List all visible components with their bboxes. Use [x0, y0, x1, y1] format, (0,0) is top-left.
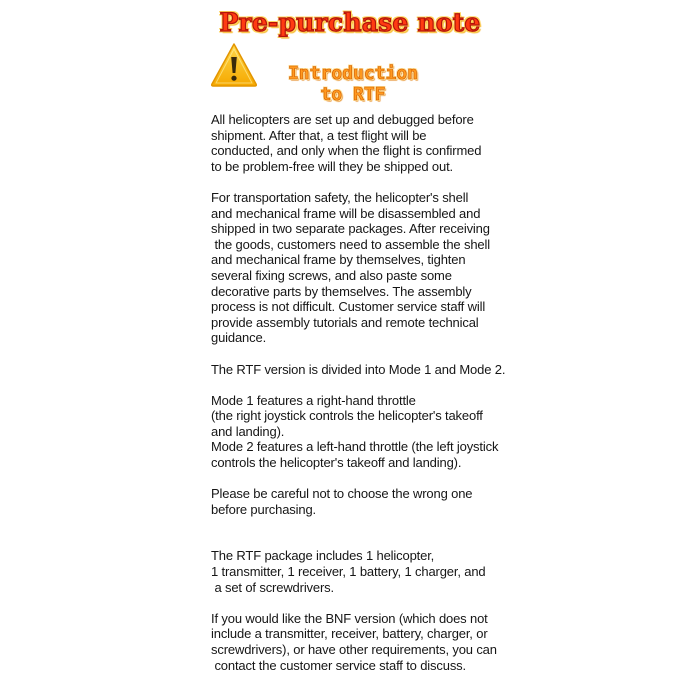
text-line: contact the customer service staff to discuss. — [211, 657, 466, 673]
text-line: before purchasing. — [211, 501, 316, 517]
text-line: conducted, and only when the flight is confirmed — [211, 143, 482, 159]
text-line: and landing). — [211, 423, 285, 439]
text-line: Mode 1 features a right-hand throttle — [211, 392, 416, 408]
page-title: Pre-purchase note — [219, 8, 481, 37]
text-line: guidance. — [211, 330, 267, 346]
text-line: All helicopters are set up and debugged before — [211, 112, 474, 127]
text-line: provide assembly tutorials and remote technical — [211, 314, 479, 330]
section-heading — [268, 63, 438, 105]
paragraph-transport-safety — [211, 190, 511, 346]
text-line: process is not difficult. Customer service staff will — [211, 299, 486, 315]
text-line: decorative parts by themselves. The assembly — [211, 283, 472, 299]
paragraph-caution — [211, 486, 511, 517]
text-line: If you would like the BNF version (which does not — [211, 610, 488, 626]
text-line: 1 transmitter, 1 receiver, 1 battery, 1 charger, and — [211, 564, 486, 580]
warning-triangle-icon — [209, 40, 259, 90]
section-heading-line-1: Introduction — [287, 63, 419, 84]
text-line: For transportation safety, the helicopter's shell — [211, 189, 469, 205]
text-line: Mode 2 features a left-hand throttle (the left joystick — [211, 439, 499, 455]
paragraph-rtf-modes — [211, 362, 511, 378]
text-line: to be problem-free will they be shipped out. — [211, 158, 453, 174]
paragraph-package-contents — [211, 548, 511, 595]
text-line: and mechanical frame will be disassembled and — [211, 205, 481, 221]
text-line: a set of screwdrivers. — [211, 579, 334, 595]
body-text — [211, 112, 511, 673]
paragraph-test-flight — [211, 112, 511, 174]
paragraph-mode-details — [211, 393, 511, 471]
text-line: shipped in two separate packages. After receiving — [211, 221, 490, 237]
text-line: the goods, customers need to assemble the shell — [211, 236, 490, 252]
paragraph-bnf-version — [211, 611, 511, 673]
text-line: The RTF package includes 1 helicopter, — [211, 548, 435, 564]
text-line: several fixing screws, and also paste some — [211, 267, 452, 283]
text-line: screwdrivers), or have other requirements, you can — [211, 642, 497, 657]
section-heading-line-2: to RTF — [320, 84, 386, 105]
text-line: include a transmitter, receiver, battery, charger, or — [211, 626, 488, 642]
text-line: Please be careful not to choose the wrong one — [211, 486, 473, 502]
text-line: and mechanical frame by themselves, tighten — [211, 252, 466, 268]
text-line: controls the helicopter's takeoff and landing). — [211, 455, 462, 471]
text-line: (the right joystick controls the helicopter's takeoff — [211, 408, 483, 424]
text-line: shipment. After that, a test flight will be — [211, 127, 427, 143]
text-line: The RTF version is divided into Mode 1 and Mode 2. — [211, 361, 506, 377]
